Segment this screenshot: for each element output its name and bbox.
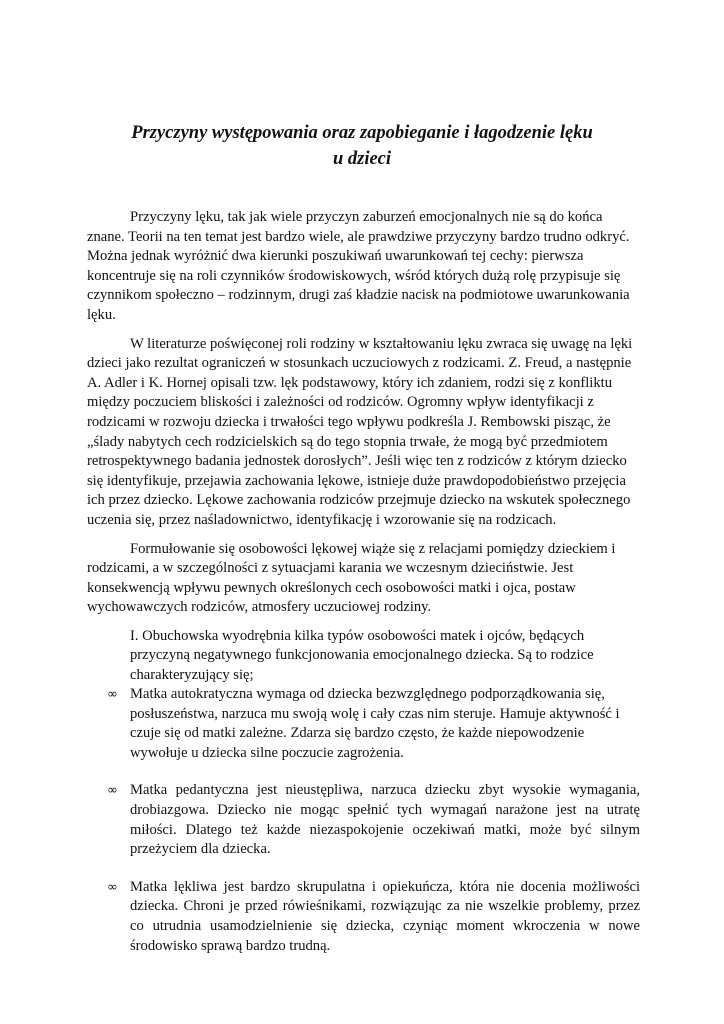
paragraph-anxious-personality: Formułowanie się osobowości lękowej wiąże się z relacjami pomiędzy dzieckiem i rodzicami, a w szczególności z sytuacjami karania we wczesnym dzieciństwie. Jest konsekwencją wpływu pewnych określonych cech osobowości matki i ojca, postaw wychowawczych rodziców, atmosfery uczuciowej rodziny. — [87, 540, 616, 616]
list-item-text: Matka pedantyczna jest nieustępliwa, narzuca dziecku zbyt wysokie wymagania, drobiazgowa. Dziecko nie mogąc spełnić tych wymagań narażone jest na utratę miłości. Dlatego też każde niezaspokojenie oczekiwań matki, może być silnym przeżyciem dla dziecka. — [130, 782, 640, 858]
infinity-bullet-icon: ∞ — [107, 783, 118, 799]
page-title — [80, 120, 644, 172]
list-item-text: Matka lękliwa jest bardzo skrupulatna i opiekuńcza, która nie docenia możliwości dziecka. Chroni je przed rówieśnikami, rozwiązując za nie wszelkie problemy, przez co utrudnia usamodzielnienie się dziecka, czyniąc moment wkroczenia w nowe środowisko sprawą bardzo trudną. — [130, 878, 640, 954]
title-line-2: u dzieci — [332, 149, 392, 169]
body-text — [87, 208, 640, 695]
paragraph-obuchowska-intro: I. Obuchowska wyodrębnia kilka typów osobowości matek i ojców, będących przyczyną negatywnego funkcjonowania emocjonalnego dziecka. Są to rodzice charakteryzujący się; — [130, 627, 594, 684]
paragraph-causes: Przyczyny lęku, tak jak wiele przyczyn zaburzeń emocjonalnych nie są do końca znane. Teorii na ten temat jest bardzo wiele, ale prawdziwe przyczyny bardzo trudno odkryć. Można jednak wyróżnić dwa kierunki poszukiwań uwarunkowań tej cechy: pierwsza koncentruje się na roli czynników środowiskowych, wśród których dużą rolę przypisuje się czynnikom społeczno – rodzinnym, drugi zaś kładzie nacisk na podmiotowe uwarunkowania lęku. — [87, 209, 630, 323]
list-item — [107, 781, 640, 859]
infinity-bullet-icon: ∞ — [107, 879, 118, 895]
paragraph-family-role: W literaturze poświęconej roli rodziny w kształtowaniu lęku zwraca się uwagę na lęki dzieci jako rezultat ograniczeń w stosunkach uczuciowych z rodzicami. Z. Freud, a następnie A. Adler i K. Hornej opisali tzw. lęk podstawowy, który ich zdaniem, rodzi się z konfliktu między poczuciem bliskości i zależności od rodziców. Ogromny wpływ identyfikacji z rodzicami w rozwoju dziecka i trwałości tego wpływu podkreśla J. Rembowski pisząc, że „ślady nabytych cech rodzicielskich są do tego stopnia trwałe, że mogą być przedmiotem retrospektywnego badania jednostek dorosłych”. Jeśli więc ten z rodziców z którym dziecko się identyfikuje, przejawia zachowania lękowe, istnieje duże prawdopodobieństwo przejęcia ich przez dziecko. Lękowe zachowania rodziców przejmuje dziecko na wskutek społecznego uczenia się, przez naśladownictwo, identyfikację i wzorowanie się na rodzicach. — [87, 335, 633, 528]
infinity-bullet-icon: ∞ — [107, 687, 118, 702]
list-item — [107, 685, 640, 763]
title-line-1: Przyczyny występowania oraz zapobieganie i łagodzenie lęku — [131, 123, 593, 143]
list-item — [107, 878, 640, 956]
mother-types-list — [107, 685, 640, 974]
list-item-text: Matka autokratyczna wymaga od dziecka bezwzględnego podporządkowania się, posłuszeństwa, narzuca mu swoją wolę i cały czas nim steruje. Hamuje aktywność i czuje się od matki zależne. Zdarza się bardzo często, że każde niepowodzenie wywołuje u dziecka silne poczucie zagrożenia. — [130, 686, 620, 761]
